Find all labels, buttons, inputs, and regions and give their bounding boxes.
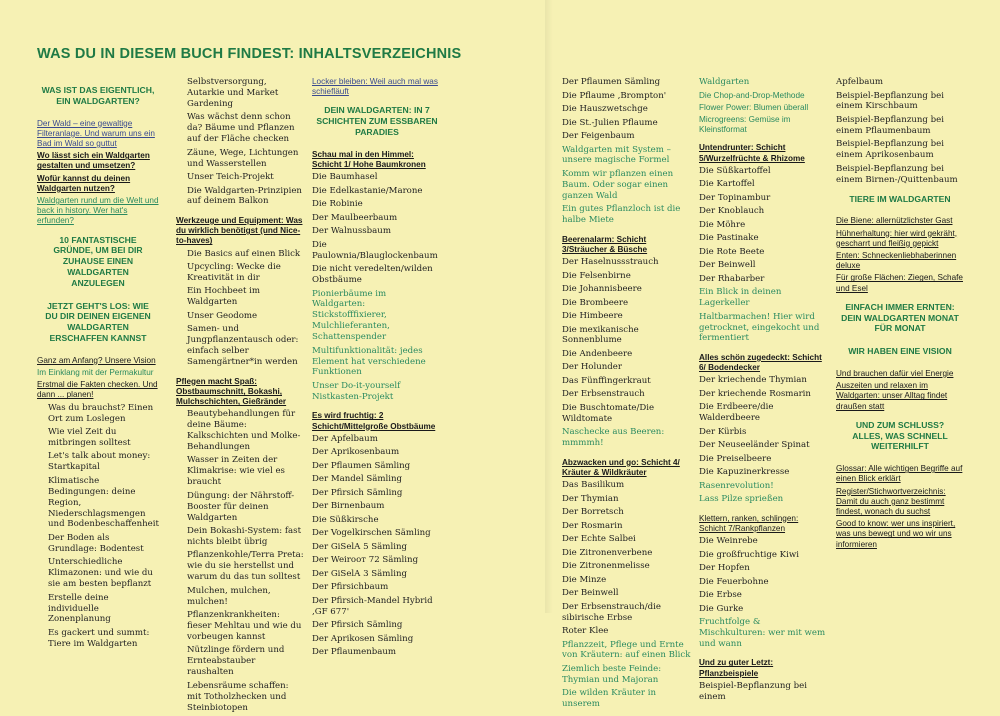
toc-subchapter: Die Chop-and-Drop-Methode (699, 90, 805, 100)
toc-plant-entry: Die Baumhasel (312, 172, 378, 183)
toc-column-4 (562, 77, 692, 713)
toc-plant-entry: Die mexikanische Sonnenblume (562, 324, 639, 346)
toc-entry: Unterschiedliche Klimazonen: und wie du sie am besten bepflanzt (48, 557, 153, 590)
toc-entry: Upcycling: Wecke die Kreativität in dir (187, 262, 281, 283)
toc-subchapter: Pflegen macht Spaß: Obstbaumschnitt, Bokashi, Mulchschichten, Gießränder (176, 376, 287, 406)
toc-plant-entry: Die Süßkirsche (312, 514, 379, 525)
toc-plant-entry: Der Feigenbaum (562, 131, 635, 141)
toc-subchapter: Für große Flächen: Ziegen, Schafe und Esel (836, 273, 963, 293)
toc-subchapter: Microgreens: Gemüse im Kleinstformat (699, 114, 791, 135)
toc-plant-entry: Die Preiselbeere (699, 453, 772, 464)
toc-subchapter: Locker bleiben: Weil auch mal was schiefläuft (312, 77, 438, 97)
toc-entry: Pflanzenkrankheiten: fieser Mehltau und wie du vorbeugen kannst (187, 610, 302, 642)
toc-plant-entry: Der Pflaumen Sämling (312, 460, 411, 471)
toc-subchapter: Und brauchen dafür viel Energie (836, 368, 954, 378)
toc-column-3 (312, 77, 442, 661)
toc-feature-entry: Ziemlich beste Feinde: Thymian und Majoran (562, 663, 662, 685)
toc-plant-entry: Die Gurke (699, 603, 744, 614)
toc-section-heading: TIERE IM WALDGARTEN (849, 193, 951, 204)
toc-plant-entry: Der Knoblauch (699, 206, 765, 217)
toc-entry: Zäune, Wege, Lichtungen und Wasserstellen (187, 147, 299, 169)
toc-entry: Die Basics auf einen Blick (187, 248, 301, 259)
toc-section-heading: UND ZUM SCHLUSS? ALLES, WAS SCHNELL WEITERHILFT (852, 419, 948, 452)
toc-feature-entry: Rasenrevolution! (699, 480, 774, 491)
toc-plant-entry: Der kriechende Thymian (699, 375, 807, 386)
toc-plant-entry: Der Erbsenstrauch/die sibirische Erbse (562, 601, 661, 623)
toc-plant-entry: Die Zitronenverbene (562, 547, 653, 558)
toc-feature-entry: Pflanzzeit, Pflege und Ernte von Kräutern: auf einen Blick (562, 639, 691, 661)
toc-plant-entry: Der Thymian (562, 493, 619, 504)
toc-subchapter: Schau mal in den Himmel: Schicht 1/ Hohe Baumkronen (312, 149, 426, 169)
toc-entry: Es gackert und summt: Tiere im Waldgarten (48, 627, 150, 649)
toc-feature-entry: Ein gutes Pflanzloch ist die halbe Miete (562, 204, 681, 226)
toc-plant-entry: Der Pfirsich Sämling (312, 620, 403, 631)
toc-subchapter: Wo lässt sich ein Waldgarten gestalten und umsetzen? (37, 151, 150, 171)
toc-plant-entry: Die Paulownia/Blauglockenbaum (312, 239, 438, 261)
toc-plant-entry: Der Pflaumenbaum (312, 647, 397, 658)
toc-subchapter: Ganz am Anfang? Unsere Vision (37, 355, 156, 365)
toc-subchapter: Auszeiten und relaxen im Waldgarten: unser Alltag findet draußen statt (836, 381, 948, 411)
toc-plant-entry: Der kriechende Rosmarin (699, 388, 811, 399)
toc-feature-entry: Haltbarmachen! Hier wird getrocknet, eingekocht und fermentiert (699, 311, 820, 344)
toc-plant-entry: Roter Klee (562, 626, 609, 637)
toc-plant-entry: Beispiel-Bepflanzung bei einem Aprikosenbaum (836, 139, 945, 161)
toc-subchapter: Enten: Schneckenliebhaberinnen deluxe (836, 250, 957, 271)
toc-entry: Dein Bokashi-System: fast nichts bleibt übrig (187, 526, 302, 547)
toc-plant-entry: Der Birnenbaum (312, 501, 385, 512)
toc-plant-entry: Der Erbsenstrauch (562, 389, 645, 400)
toc-plant-entry: Der Pflaumen Sämling (562, 77, 661, 87)
toc-plant-entry: Die Minze (562, 574, 607, 585)
toc-subchapter: Waldgarten rund um die Welt und back in history. Wer hat's erfunden? (37, 196, 159, 226)
toc-plant-entry: Die Edelkastanie/Marone (312, 185, 423, 196)
toc-subchapter: Glossar: Alle wichtigen Begriffe auf einen Blick erklärt (836, 464, 963, 484)
toc-section-heading: WAS IST DAS EIGENTLICH, EIN WALDGARTEN? (41, 85, 155, 106)
toc-subchapter: Klettern, ranken, schlingen: Schicht 7/Rankpflanzen (699, 513, 799, 533)
toc-entry: Nützlinge fördern und Ernteabstauber raushalten (187, 645, 285, 678)
toc-subchapter: Flower Power: Blumen überall (699, 102, 809, 112)
toc-feature-entry: Komm wir pflanzen einen Baum. Oder sogar einen ganzen Wald (562, 168, 674, 201)
toc-feature-entry: Ein Blick in deinen Lagerkeller (699, 287, 782, 309)
toc-column-2 (176, 77, 304, 716)
toc-plant-entry: Die Pflaume ‚Brompton' (562, 90, 667, 101)
toc-entry: Der Boden als Grundlage: Bodentest (48, 532, 144, 554)
toc-plant-entry: Die Andenbeere (562, 348, 633, 359)
toc-subchapter: Hühnerhaltung: hier wird gekräht, gescharrt und fleißig gepickt (836, 228, 958, 248)
toc-plant-entry: Der Kürbis (699, 426, 747, 437)
toc-plant-entry: Der Rhabarber (699, 273, 765, 284)
toc-plant-entry: Der Aprikosen Sämling (312, 633, 414, 644)
toc-entry: Pflanzenkohle/Terra Preta: wie du sie herstellst und warum du das tun solltest (187, 550, 304, 583)
toc-entry: Let's talk about money: Startkapital (48, 451, 151, 473)
toc-plant-entry: Der Aprikosenbaum (312, 447, 400, 458)
toc-plant-entry: Die Erdbeere/die Walderdbeere (699, 402, 774, 424)
toc-feature-entry: Unser Do-it-yourself Nistkasten-Projekt (312, 380, 401, 402)
toc-plant-entry: Die Himbeere (562, 311, 623, 322)
toc-subchapter: Die Biene: allernützlichster Gast (836, 216, 953, 226)
toc-entry: Was du brauchst? Einen Ort zum Loslegen (48, 402, 154, 424)
toc-plant-entry: Apfelbaum (836, 77, 884, 87)
toc-plant-entry: Die Felsenbirne (562, 270, 631, 281)
toc-plant-entry: Die Kartoffel (699, 179, 755, 190)
toc-subchapter: Abzwacken und go: Schicht 4/ Kräuter & Wildkräuter (562, 457, 680, 477)
toc-plant-entry: Der Hopfen (699, 563, 750, 574)
toc-entry: Die Waldgarten-Prinzipien auf deinem Balkon (187, 185, 302, 207)
toc-entry: Ein Hochbeet im Waldgarten (187, 286, 261, 308)
toc-plant-entry: Der Pfirsich-Mandel Hybrid ‚GF 677' (312, 595, 433, 617)
toc-plant-entry: Der Maulbeerbaum (312, 212, 398, 223)
toc-plant-entry: Die St.-Julien Pflaume (562, 117, 658, 128)
toc-plant-entry: Die Feuerbohne (699, 576, 769, 587)
toc-plant-entry: Der Mandel Sämling (312, 474, 403, 485)
toc-plant-entry: Beispiel-Bepflanzung bei einem Pflaumenbaum (836, 114, 945, 136)
toc-feature-entry: Naschecke aus Beeren: mmmmh! (562, 427, 665, 449)
toc-plant-entry: Das Basilikum (562, 480, 625, 491)
toc-plant-entry: Der Apfelbaum (312, 433, 378, 444)
toc-entry: Erstelle deine individuelle Zonenplanung (48, 592, 111, 625)
toc-plant-entry: Beispiel-Bepflanzung bei einem (699, 680, 808, 702)
toc-plant-entry: Die Rote Beete (699, 246, 765, 257)
toc-entry: Beautybehandlungen für deine Bäume: Kalkschichten und Molke-Behandlungen (187, 409, 301, 452)
page-gutter (545, 0, 553, 613)
toc-entry: Lebensräume schaffen: mit Totholzhecken und Steinbiotopen (187, 680, 289, 713)
toc-plant-entry: Die nicht veredelten/wilden Obstbäume (312, 264, 433, 286)
page-title: WAS DU IN DIESEM BUCH FINDEST: INHALTSVERZEICHNIS (37, 46, 462, 62)
toc-plant-entry: Der Holunder (562, 362, 622, 373)
toc-plant-entry: Beispiel-Bepflanzung bei einem Kirschbaum (836, 90, 945, 112)
toc-column-6 (836, 77, 964, 552)
toc-entry: Unser Geodome (187, 310, 258, 321)
toc-plant-entry: Der Weirooт 72 Sämling (312, 555, 419, 566)
toc-subchapter: Register/Stichwortverzeichnis: Damit du auch ganz bestimmt findest, wonach du suchst (836, 486, 946, 516)
toc-plant-entry: Die Pastinake (699, 233, 759, 244)
toc-feature-entry: Lass Pilze sprießen (699, 494, 784, 505)
toc-plant-entry: Der Topinambur (699, 192, 771, 203)
toc-subchapter: Werkzeuge und Equipment: Was du wirklich benötigst (und Nice-to-haves) (176, 215, 303, 246)
toc-section-heading: WIR HABEN EINE VISION (848, 346, 952, 357)
toc-plant-entry: Der Borretsch (562, 507, 624, 518)
toc-entry: Mulchen, mulchen, mulchen! (187, 585, 271, 607)
toc-subchapter: Beerenalarm: Schicht 3/Sträucher & Büsche (562, 234, 648, 254)
toc-subchapter: Good to know: wer uns inspiriert, was uns bewegt und wo wir uns informieren (836, 519, 956, 549)
toc-feature-entry: Multifunktionalität: jedes Element hat verschiedene Funktionen (312, 345, 426, 378)
toc-plant-entry: Der Vogelkirschen Sämling (312, 528, 431, 539)
toc-plant-entry: Die Zitronenmelisse (562, 561, 650, 572)
toc-column-1 (37, 77, 159, 652)
toc-plant-entry: Beispiel-Bepflanzung bei einem Birnen-/Quittenbaum (836, 163, 958, 185)
toc-entry: Wasser in Zeiten der Klimakrise: wie viel es braucht (187, 455, 285, 488)
toc-entry: Wie viel Zeit du mitbringen solltest (48, 427, 131, 448)
toc-plant-entry: Der Beinwell (562, 588, 619, 599)
toc-subchapter: Alles schön zugedeckt: Schicht 6/ Bodendecker (699, 352, 822, 373)
toc-plant-entry: Die Brombeere (562, 297, 629, 308)
toc-section-heading: JETZT GEHT'S LOS: WIE DU DIR DEINEN EIGENEN WALDGARTEN ERSCHAFFEN KANNST (45, 300, 151, 343)
toc-section-heading: DEIN WALDGARTEN: IN 7 SCHICHTEN ZUM ESSBAREN PARADIES (316, 105, 438, 137)
toc-plant-entry: Die Süßkartoffel (699, 165, 771, 176)
toc-entry: Samen- und Jungpflanzentausch oder: einfach selber Samengärtner*in werden (187, 324, 299, 368)
toc-plant-entry: Der Pfirsichbaum (312, 582, 389, 593)
toc-plant-entry: Der Haselnussstrauch (562, 257, 659, 268)
toc-plant-entry: Die Kapuzinerkresse (699, 467, 790, 478)
toc-plant-entry: Der Beinwell (699, 260, 756, 271)
toc-plant-entry: Die Buschtomate/Die Wildtomate (562, 402, 655, 424)
toc-plant-entry: Der Echte Salbei (562, 534, 636, 545)
toc-entry: Klimatische Bedingungen: deine Region, Niederschlagsmengen und Bodenbeschaffenheit (48, 475, 159, 530)
toc-subchapter: Im Einklang mit der Permakultur (37, 368, 154, 377)
toc-feature-entry: Waldgarten (699, 77, 750, 87)
toc-entry: Selbstversorgung, Autarkie und Market Gardening (187, 77, 279, 109)
toc-feature-entry: Die wilden Kräuter in unserem (562, 688, 657, 710)
toc-feature-entry: Pionierbäume im Waldgarten: Stickstofffixierer, Mulchlieferanten, Schattenspender (312, 288, 390, 343)
toc-plant-entry: Die Erbse (699, 590, 742, 601)
toc-entry: Was wächst denn schon da? Bäume und Pflanzen auf der Fläche checken (187, 112, 295, 145)
toc-plant-entry: Die großfruchtige Kiwi (699, 549, 799, 560)
toc-plant-entry: Der GiSelA 3 Sämling (312, 568, 407, 579)
toc-plant-entry: Der Walnussbaum (312, 226, 391, 237)
toc-entry: Unser Teich-Projekt (187, 172, 274, 183)
toc-entry: Düngung: der Nährstoff-Booster für deinen Waldgarten (187, 490, 295, 523)
toc-plant-entry: Der Neuseeländer Spinat (699, 440, 810, 451)
toc-feature-entry: Fruchtfolge & Mischkulturen: wer mit wem und wann (699, 617, 826, 649)
toc-subchapter: Erstmal die Fakten checken. Und dann ... planen! (37, 380, 158, 400)
toc-plant-entry: Der GiSelA 5 Sämling (312, 541, 407, 552)
toc-subchapter: Es wird fruchtig: 2 Schicht/Mittelgroße Obstbäume (312, 411, 436, 431)
toc-column-5 (699, 77, 827, 705)
toc-plant-entry: Das Fünffingerkraut (562, 375, 651, 386)
toc-subchapter: Der Wald – eine gewaltige Filteranlage. Und warum uns ein Bad im Wald so guttut (37, 118, 155, 148)
toc-plant-entry: Die Weinrebe (699, 536, 758, 547)
toc-feature-entry: Waldgarten mit System – unsere magische Formel (562, 144, 671, 166)
toc-plant-entry: Der Pfirsich Sämling (312, 487, 403, 498)
toc-plant-entry: Die Robinie (312, 199, 363, 210)
toc-plant-entry: Die Möhre (699, 219, 746, 230)
toc-subchapter: Wofür kannst du deinen Waldgarten nutzen? (37, 173, 131, 193)
toc-plant-entry: Die Hauszwetschge (562, 104, 648, 114)
toc-subchapter: Untendrunter: Schicht 5/Wurzelfrüchte & Rhizome (699, 143, 805, 163)
toc-section-heading: 10 FANTASTISCHE GRÜNDE, UM BEI DIR ZUHAUSE EINEN WALDGARTEN ANZULEGEN (53, 234, 143, 288)
toc-subchapter: Und zu guter Letzt: Pflanzbeispiele (699, 658, 774, 678)
toc-plant-entry: Die Johannisbeere (562, 284, 642, 295)
toc-section-heading: EINFACH IMMER ERNTEN: DEIN WALDGARTEN MONAT FÜR MONAT (841, 301, 959, 334)
toc-plant-entry: Der Rosmarin (562, 520, 623, 531)
